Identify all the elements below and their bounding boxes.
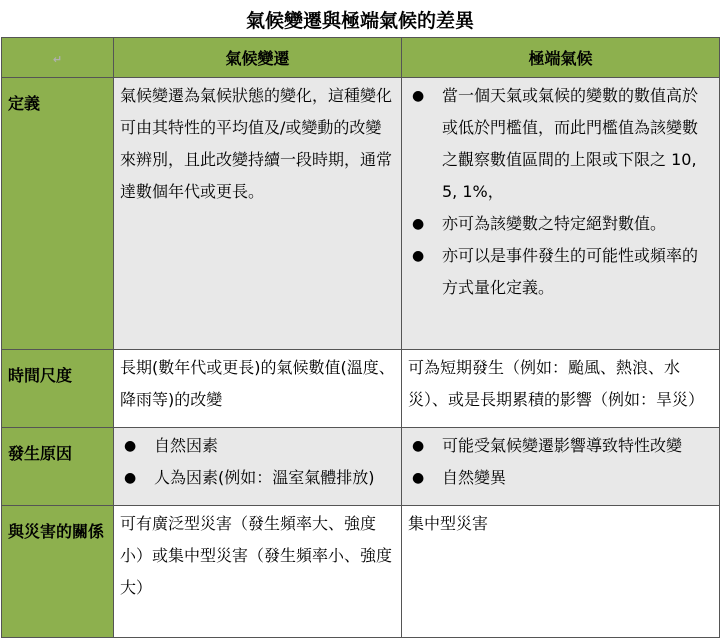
bullet-icon: ●: [124, 470, 137, 486]
definition-extreme-climate-cell: [402, 78, 720, 350]
time-scale-climate-change: 長期(數年代或更長)的氣候數值(溫度、降雨等)的改變: [114, 350, 402, 428]
bullet-icon: ●: [412, 88, 425, 104]
table-row: [2, 506, 720, 638]
disaster-climate-change: 可有廣泛型災害（發生頻率大、強度小）或集中型災害（發生頻率小、強度大）: [114, 506, 402, 638]
list-item: ● 亦可為該變數之特定絕對數值。: [408, 208, 713, 240]
list-item: ● 當一個天氣或氣候的變數的數值高於或低於門檻值，而此門檻值為該變數之觀察數值區間的上限或下限之 10, 5, 1%，: [408, 80, 713, 208]
list-item: ● 自然因素: [120, 430, 395, 462]
corner-header-cell: [2, 38, 114, 78]
header-row: [2, 38, 720, 78]
causes-climate-change-list: [120, 430, 395, 494]
causes-extreme-list: [408, 430, 713, 494]
row-label-causes: 發生原因: [2, 428, 114, 506]
bullet-icon: ●: [412, 248, 425, 264]
definition-climate-change-text: 氣候變遷為氣候狀態的變化，這種變化可由其特性的平均值及/或變動的改變來辨別，且此改變持續一段時期，通常達數個年代或更長。: [120, 86, 393, 201]
list-item: ● 人為因素(例如：溫室氣體排放): [120, 462, 395, 494]
definition-climate-change-cell: [114, 78, 402, 350]
comparison-table: [1, 37, 720, 638]
table-row: [2, 350, 720, 428]
disaster-extreme-climate: 集中型災害: [402, 506, 720, 638]
definition-extreme-list: [408, 80, 713, 304]
list-item: ● 自然變異: [408, 462, 713, 494]
bullet-icon: ●: [124, 438, 137, 454]
causes-climate-change-cell: [114, 428, 402, 506]
row-label-definition: 定義: [2, 78, 114, 350]
bullet-icon: ●: [412, 216, 425, 232]
header-extreme-climate: 極端氣候: [402, 38, 720, 78]
time-scale-extreme-climate: 可為短期發生（例如：颱風、熱浪、水災）、或是長期累積的影響（例如：旱災）: [402, 350, 720, 428]
list-item: ● 亦可以是事件發生的可能性或頻率的方式量化定義。: [408, 240, 713, 304]
list-item: ● 可能受氣候變遷影響導致特性改變: [408, 430, 713, 462]
page-title: 氣候變遷與極端氣候的差異: [245, 10, 474, 32]
header-climate-change: 氣候變遷: [114, 38, 402, 78]
table-row: [2, 78, 720, 350]
row-label-time-scale: 時間尺度: [2, 350, 114, 428]
paragraph-mark-icon: ↵: [52, 53, 63, 66]
bullet-icon: ●: [412, 470, 425, 486]
causes-extreme-climate-cell: [402, 428, 720, 506]
table-row: [2, 428, 720, 506]
row-label-disaster-relation: 與災害的關係: [2, 506, 114, 638]
bullet-icon: ●: [412, 438, 425, 454]
